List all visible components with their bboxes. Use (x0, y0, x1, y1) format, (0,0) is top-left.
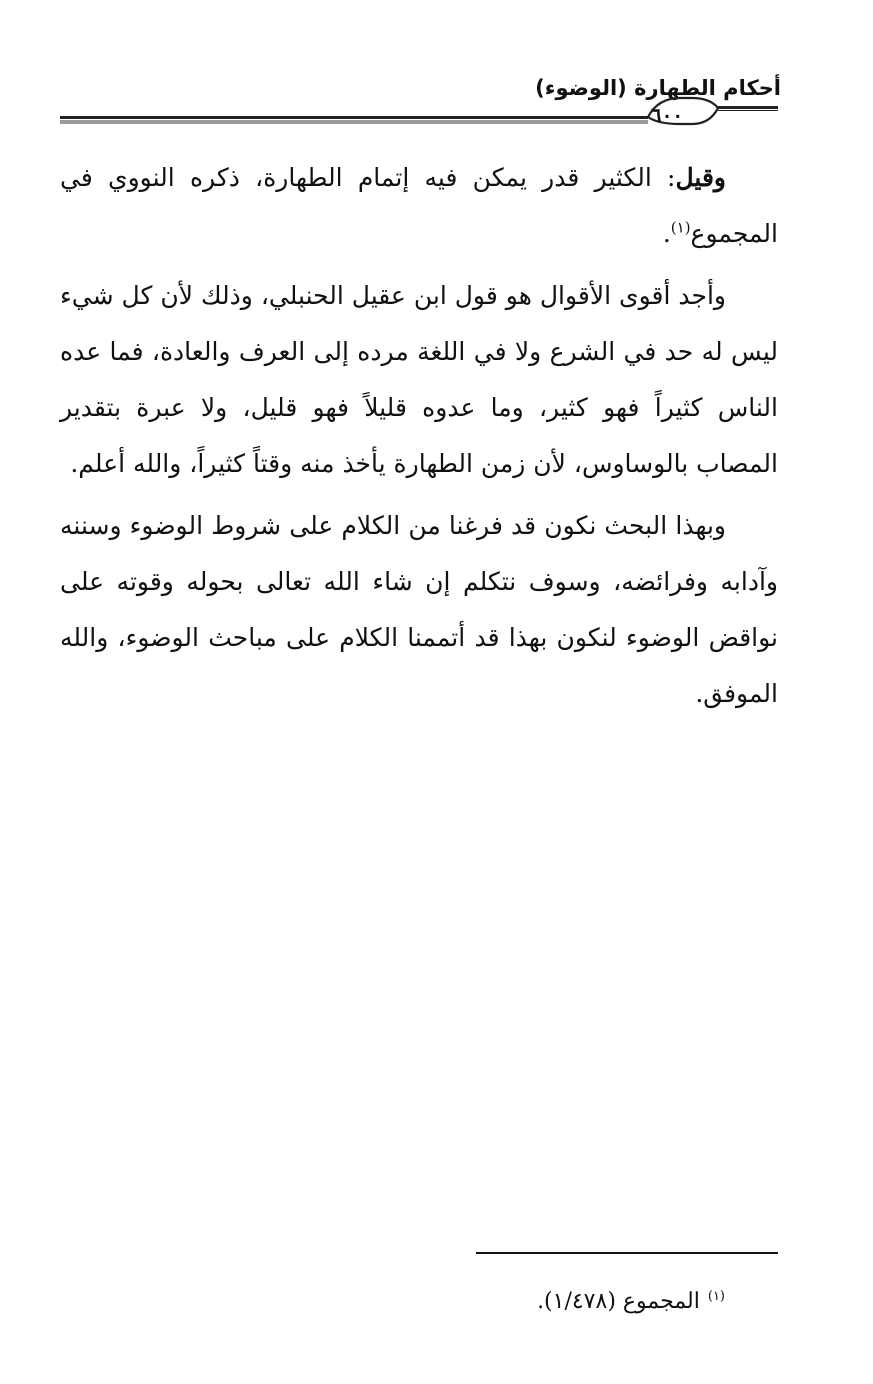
footnote-text: المجموع (١/٤٧٨). (537, 1289, 700, 1314)
page-number: ٦٠٠ (650, 103, 684, 127)
footnote-marker: (١) (707, 1288, 725, 1304)
footnote-reference: (١) (670, 218, 691, 237)
paragraph-end: . (662, 219, 671, 248)
paragraph-lead-word: وقيل (675, 163, 726, 192)
running-title: أحكام الطهارة (الوضوء) (535, 76, 781, 100)
footnote (537, 1284, 725, 1320)
footnote-separator (476, 1252, 778, 1254)
paragraph: وأجد أقوى الأقوال هو قول ابن عقيل الحنبلي، وذلك لأن كل شيء ليس له حد في الشرع ولا في اللغة مرده إلى العرف والعادة، فما عده الناس كثيراً فهو كثير، وما عدوه قليلاً فهو قليل، ولا عبرة بتقدير المصاب بالوساوس، لأن زمن الطهارة يأخذ منه وقتاً كثيراً، والله أعلم. (60, 281, 778, 478)
main-text (60, 150, 778, 722)
paragraph (60, 150, 778, 262)
paragraph-text: : الكثير قدر يمكن فيه إتمام الطهارة، ذكره النووي في المجموع (60, 163, 778, 248)
paragraph: وبهذا البحث نكون قد فرغنا من الكلام على شروط الوضوء وسننه وآدابه وفرائضه، وسوف نتكلم إن شاء الله تعالى بحوله وقوته على نواقض الوضوء لنكون بهذا قد أتممنا الكلام على مباحث الوضوء، والله الموفق. (60, 511, 778, 708)
